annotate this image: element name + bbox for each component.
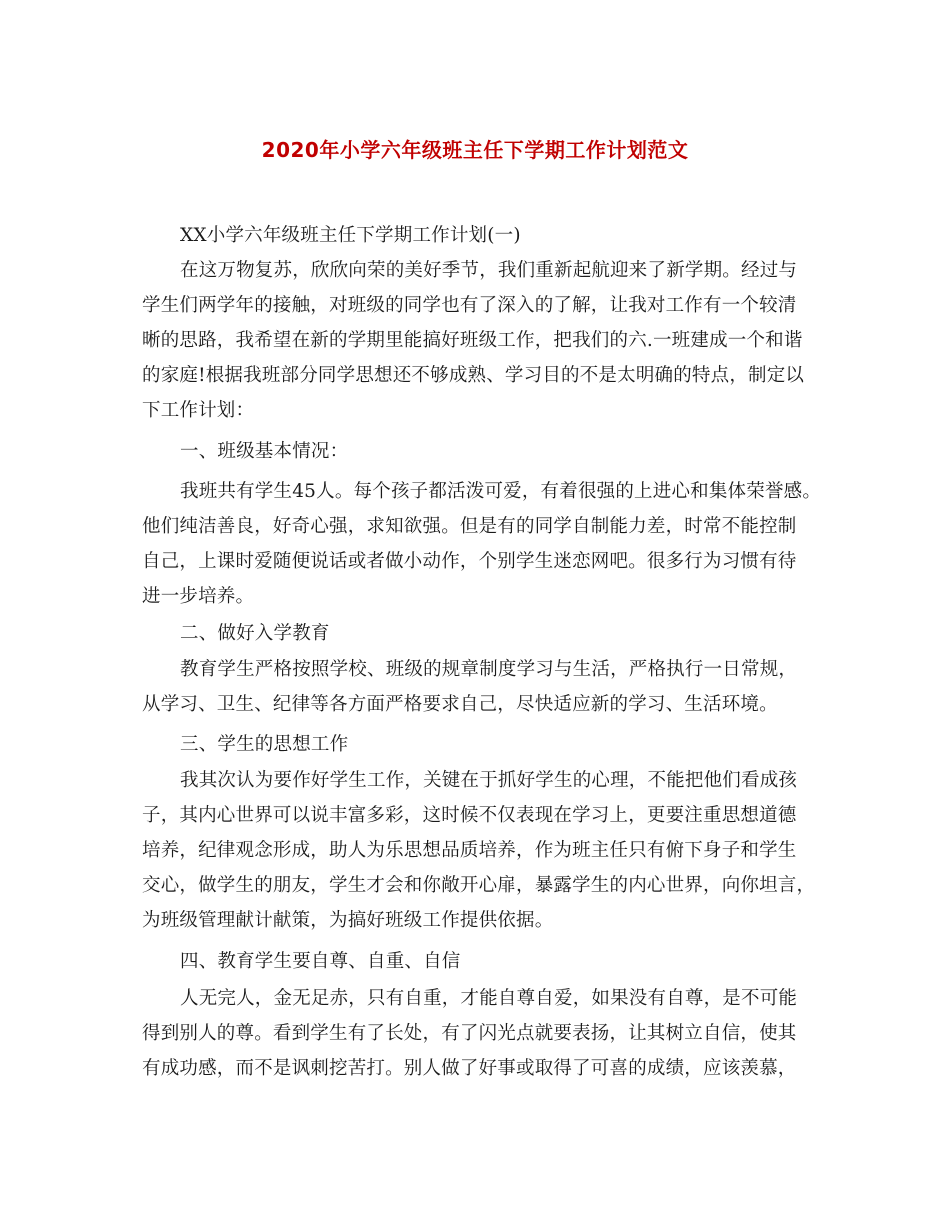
- paragraph-line: 从学习、卫生、纪律等各方面严格要求自己，尽快适应新的学习、生活环境。: [142, 694, 778, 715]
- section-heading-3: 三、学生的思想工作: [180, 734, 349, 755]
- paragraph-line: 子，其内心世界可以说丰富多彩，这时候不仅表现在学习上，更要注重思想道德: [142, 805, 797, 826]
- document-title: 2020年小学六年级班主任下学期工作计划范文: [261, 138, 689, 162]
- paragraph-line: 培养，纪律观念形成，助人为乐思想品质培养，作为班主任只有俯下身子和学生: [142, 840, 797, 861]
- section-heading-1: 一、班级基本情况：: [180, 441, 349, 462]
- paragraph-line: 我其次认为要作好学生工作，关键在于抓好学生的心理，不能把他们看成孩: [180, 770, 798, 791]
- paragraph-line: 进一步培养。: [142, 586, 255, 607]
- paragraph-line: 交心，做学生的朋友，学生才会和你敞开心扉，暴露学生的内心世界，向你坦言，: [142, 875, 816, 896]
- paragraph-line: 晰的思路，我希望在新的学期里能搞好班级工作，把我们的六.一班建成一个和谐: [142, 330, 803, 351]
- subtitle-line: XX小学六年级班主任下学期工作计划(一): [180, 225, 521, 246]
- paragraph-line: 的家庭!根据我班部分同学思想还不够成熟、学习目的不是太明确的特点，制定以: [142, 365, 805, 386]
- paragraph-line: 得到别人的尊。看到学生有了长处，有了闪光点就要表扬，让其树立自信，使其: [142, 1023, 797, 1044]
- paragraph-line: 人无完人，金无足赤，只有自重，才能自尊自爱，如果没有自尊，是不可能: [180, 988, 798, 1009]
- paragraph-line: 在这万物复苏，欣欣向荣的美好季节，我们重新起航迎来了新学期。经过与: [180, 260, 798, 281]
- paragraph-line: 为班级管理献计献策，为搞好班级工作提供依据。: [142, 910, 554, 931]
- paragraph-line: 我班共有学生45人。每个孩子都活泼可爱，有着很强的上进心和集体荣誉感。: [180, 481, 822, 502]
- paragraph-line: 有成功感，而不是讽刺挖苦打。别人做了好事或取得了可喜的成绩，应该羡慕，: [142, 1058, 797, 1079]
- paragraph-line: 自己，上课时爱随便说话或者做小动作，个别学生迷恋网吧。很多行为习惯有待: [142, 551, 797, 572]
- section-heading-2: 二、做好入学教育: [180, 623, 330, 644]
- paragraph-line: 他们纯洁善良，好奇心强，求知欲强。但是有的同学自制能力差，时常不能控制: [142, 516, 797, 537]
- paragraph-line: 学生们两学年的接触，对班级的同学也有了深入的了解，让我对工作有一个较清: [142, 295, 797, 316]
- paragraph-line: 教育学生严格按照学校、班级的规章制度学习与生活，严格执行一日常规，: [180, 659, 798, 680]
- section-heading-4: 四、教育学生要自尊、自重、自信: [180, 951, 461, 972]
- paragraph-line: 下工作计划：: [142, 400, 255, 421]
